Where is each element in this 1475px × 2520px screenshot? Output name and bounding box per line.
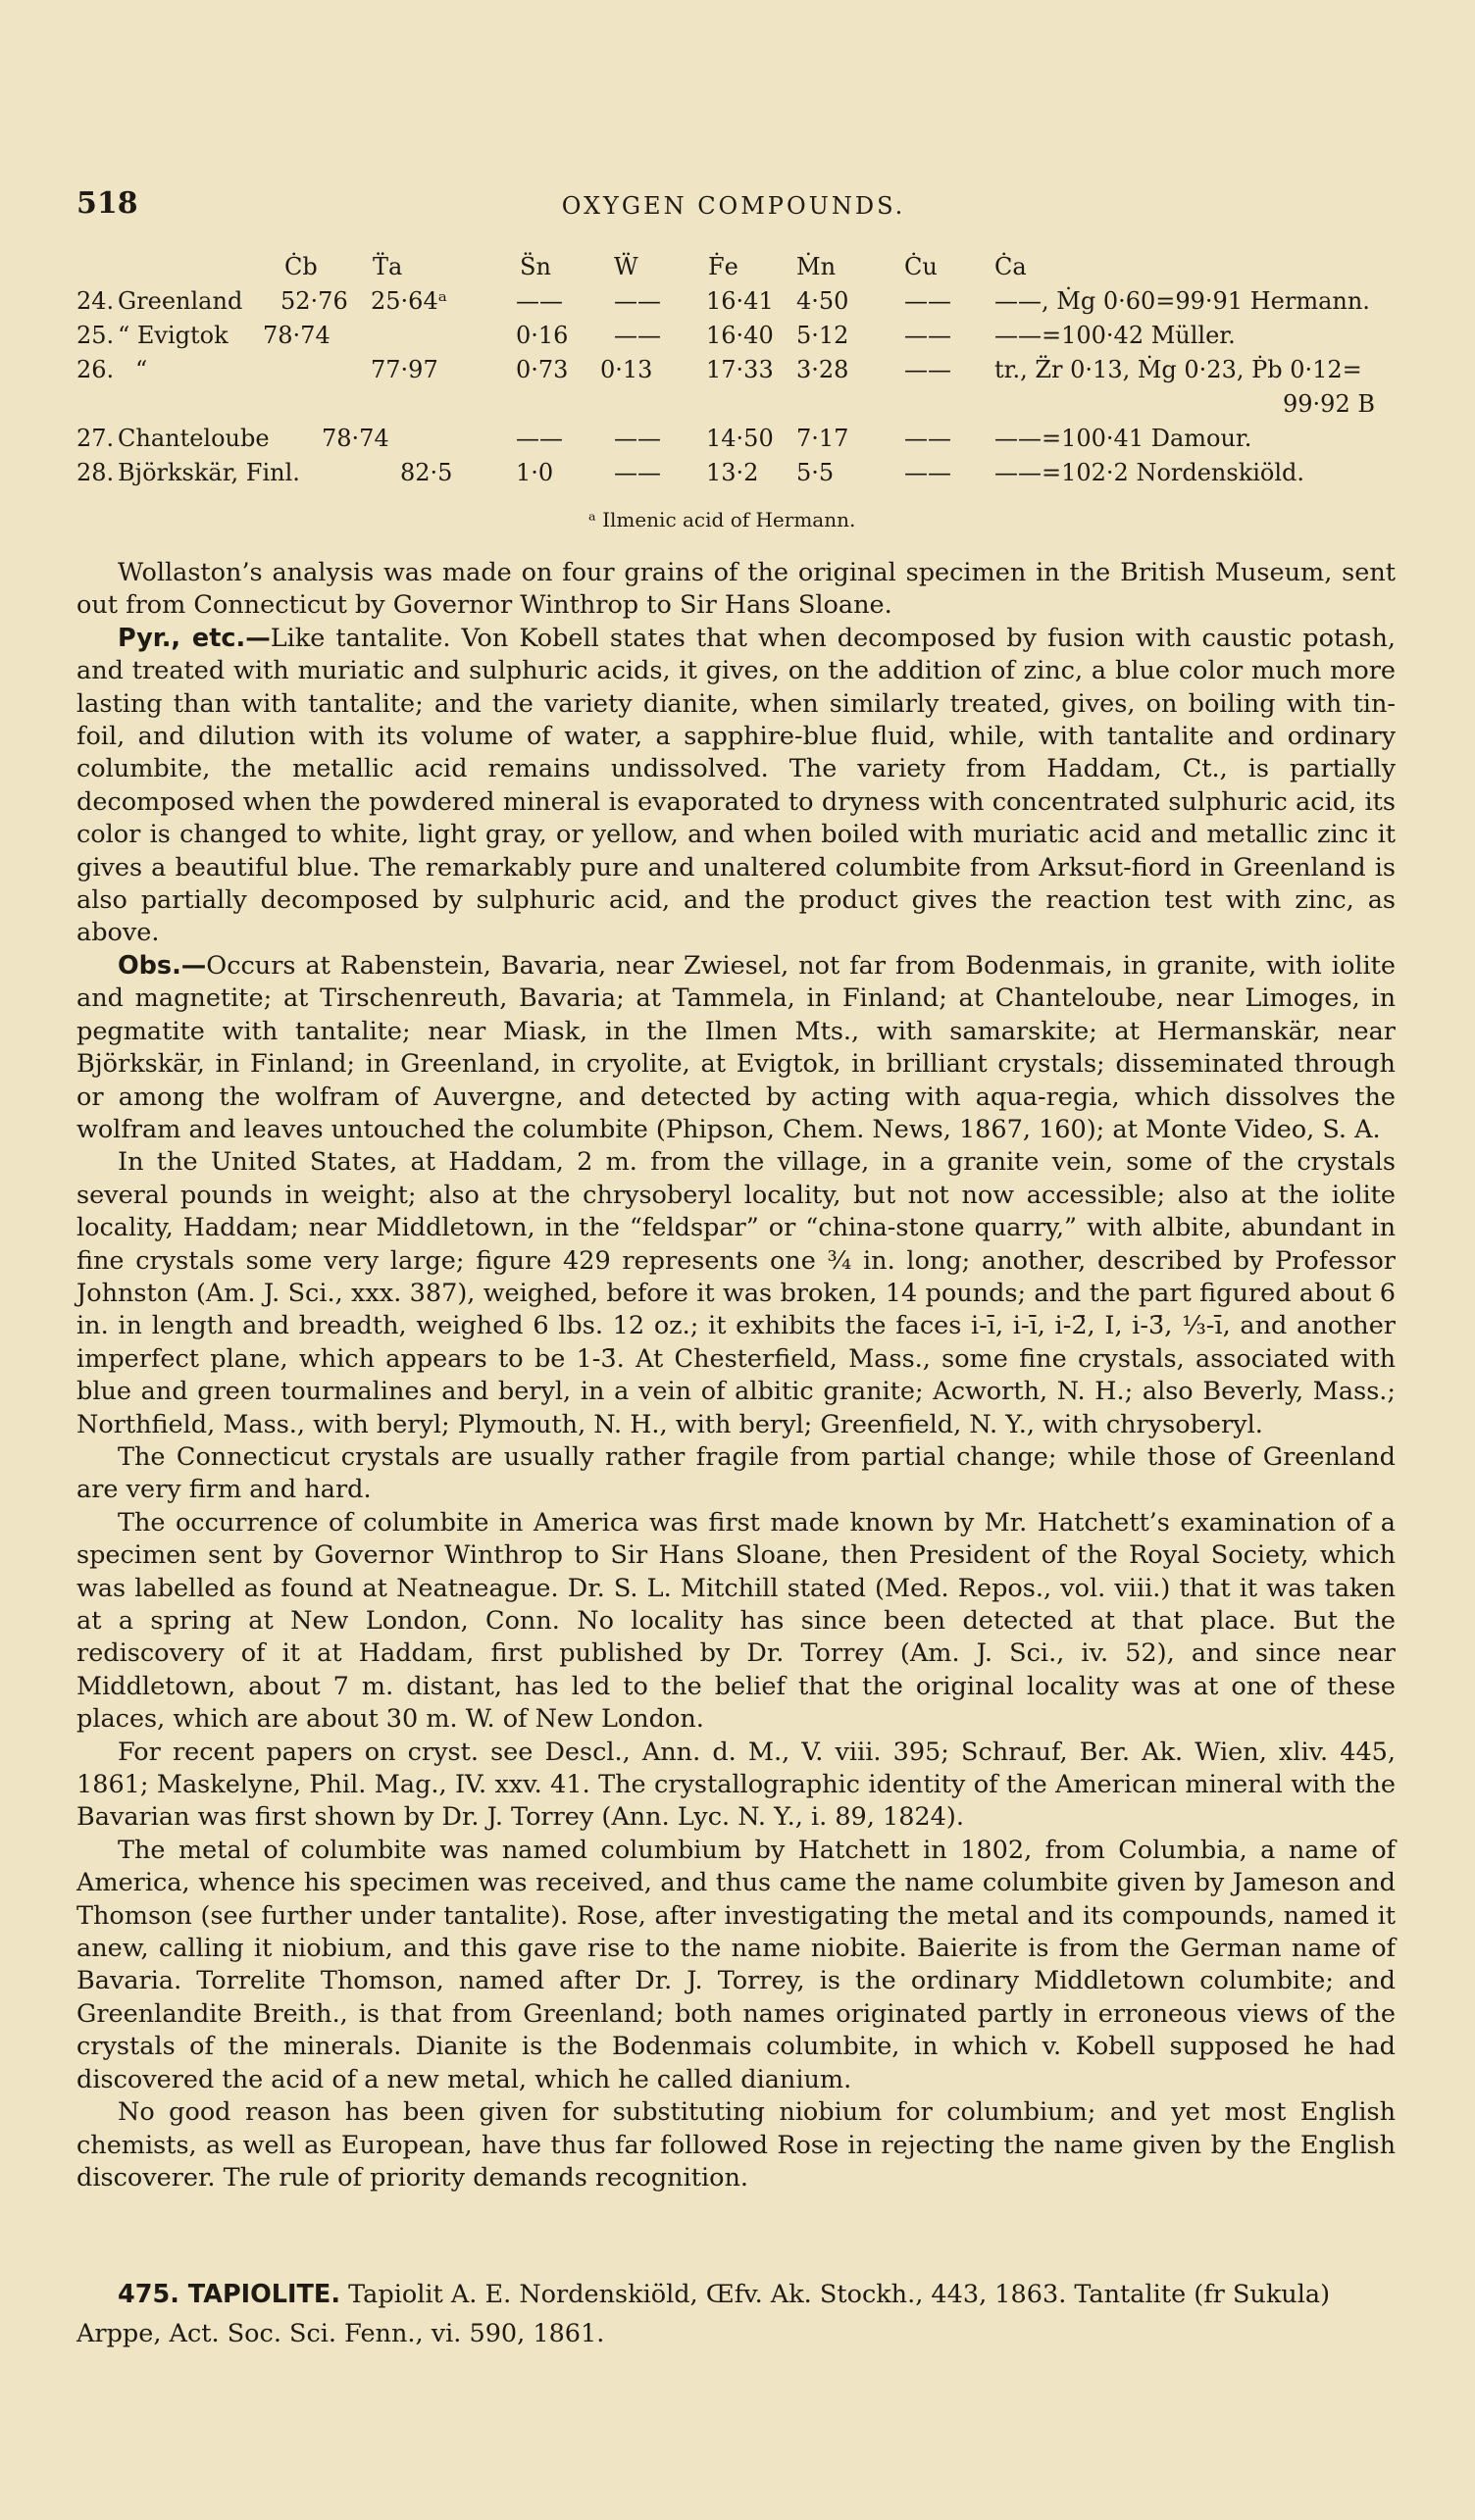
paragraph: [76, 1507, 1396, 1737]
table-row-continuation: [76, 390, 1400, 425]
column-header: T̈a: [373, 253, 403, 280]
ta-cell: 25·64ᵃ: [371, 287, 447, 315]
paragraph: [76, 1441, 1396, 1507]
paragraph-text: In the United States, at Haddam, 2 m. from the village, in a granite vein, some of the crystals several pounds in weight; also at the chrysoberyl locality, but not now accessible; also at the iolite locality, Haddam; near Middletown, in the “feldspar” or “china-stone quarry,” with albite, abundant in fine crystals some very large; figure 429 represents one ¾ in. long; another, described by Professor Johnston (Am. J. Sci., xxx. 387), weighed, before it was broken, 14 pounds; and the part figured about 6 in. in length and breadth, weighed 6 lbs. 12 oz.; it exhibits the faces i-ī, i-ī, i-2̄, I, i-3̄, ⅓-ī, and another imperfect plane, which appears to be 1-3̄. At Chesterfield, Mass., some fine crystals, associated with blue and green tourmalines and beryl, in a vein of albitic granite; Acworth, N. H.; also Beverly, Mass.; Northfield, Mass., with beryl; Plymouth, N. H., with beryl; Greenfield, N. Y., with chrysoberyl.: [76, 1147, 1396, 1439]
remainder-cell: ——=102·2 Nordenskiöld.: [994, 459, 1305, 486]
species-name: 475. TAPIOLITE.: [118, 2280, 341, 2309]
row-number: 25.: [76, 322, 115, 349]
table-row: [76, 356, 1400, 390]
sn-cell: ——: [516, 425, 563, 452]
paragraph: [76, 623, 1396, 950]
sn-cell: ——: [516, 287, 563, 315]
cb-cell: 82·5: [400, 459, 453, 486]
remainder-cell: tr., Z̈r 0·13, Ṁg 0·23, Ṗb 0·12=: [994, 356, 1362, 383]
w-cell: 0·13: [600, 356, 653, 383]
column-header: Ċa: [994, 253, 1027, 280]
mn-cell: 5·12: [796, 322, 849, 349]
remainder-cell: 99·92 B: [1283, 390, 1375, 418]
paragraph-text: Wollaston’s analysis was made on four grains of the original specimen in the British Museum, sent out from Connecticut by Governor Winthrop to Sir Hans Sloane.: [76, 558, 1396, 621]
page-number: 518: [76, 186, 138, 221]
species-paragraph: [76, 2275, 1396, 2353]
page-header: [76, 186, 1391, 235]
fe-cell: 16·41: [706, 287, 774, 315]
sn-cell: 1·0: [516, 459, 554, 486]
fe-cell: 16·40: [706, 322, 774, 349]
remainder-cell: ——, Ṁg 0·60=99·91 Hermann.: [994, 287, 1370, 315]
locality-cell: “ Evigtok: [118, 322, 229, 349]
paragraph: [76, 557, 1396, 623]
fe-cell: 17·33: [706, 356, 774, 383]
body-text: [76, 557, 1396, 2194]
cu-cell: ——: [904, 287, 951, 315]
w-cell: ——: [614, 459, 661, 486]
row-number: 26.: [76, 356, 115, 383]
cb-cell: 78·74: [263, 322, 331, 349]
locality-cell: Greenland: [118, 287, 243, 315]
fe-cell: 14·50: [706, 425, 774, 452]
column-header: Ċb: [284, 253, 318, 280]
column-header: Ċu: [904, 253, 938, 280]
column-header: Ḟe: [708, 253, 738, 280]
cu-cell: ——: [904, 425, 951, 452]
running-title: OXYGEN COMPOUNDS.: [561, 192, 906, 220]
paragraph-text: No good reason has been given for substituting niobium for columbium; and yet most English chemists, as well as European, have thus far followed Rose in rejecting the name given by the English discoverer. The rule of priority demands recognition.: [76, 2097, 1396, 2192]
mn-cell: 7·17: [796, 425, 849, 452]
paragraph: [76, 950, 1396, 1146]
paragraph: [76, 1835, 1396, 2096]
locality-cell: Björkskär, Finl.: [118, 459, 300, 486]
locality-cell: “: [135, 356, 148, 383]
row-number: 28.: [76, 459, 115, 486]
column-header: Ẅ: [614, 253, 638, 280]
w-cell: ——: [614, 287, 661, 315]
paragraph: [76, 1737, 1396, 1835]
remainder-cell: ——=100·42 Müller.: [994, 322, 1236, 349]
column-header: Ṁn: [796, 253, 837, 280]
fe-cell: 13·2: [706, 459, 759, 486]
table-footnote: ᵃ Ilmenic acid of Hermann.: [588, 508, 856, 531]
paragraph-lead: Obs.—: [118, 950, 207, 981]
mn-cell: 3·28: [796, 356, 849, 383]
paragraph-text: The metal of columbite was named columbium by Hatchett in 1802, from Columbia, a name of America, whence his specimen was received, and thus came the name columbite given by Jameson and Thomson (see further under tantalite). Rose, after investigating the metal and its compounds, named it anew, calling it niobium, and this gave rise to the name niobite. Baierite is from the German name of Bavaria. Torrelite Thomson, named after Dr. J. Torrey, is the ordinary Middletown columbite; and Greenlandite Breith., is that from Greenland; both names originated partly in erroneous views of the crystals of the minerals. Dianite is the Bodenmais columbite, in which v. Kobell supposed he had discovered the acid of a new metal, which he called dianium.: [76, 1835, 1396, 2094]
paragraph-lead: Pyr., etc.—: [118, 623, 271, 653]
mn-cell: 4·50: [796, 287, 849, 315]
paragraph-text: The Connecticut crystals are usually rather fragile from partial change; while those of Greenland are very firm and hard.: [76, 1441, 1396, 1505]
table-row: [76, 425, 1400, 459]
paragraph-text: Occurs at Rabenstein, Bavaria, near Zwiesel, not far from Bodenmais, in granite, with iolite and magnetite; at Tirschenreuth, Bavaria; at Tammela, in Finland; at Chanteloube, near Limoges, in pegmatite with tantalite; near Miask, in the Ilmen Mts., with samarskite; at Hermanskär, near Björkskär, in Finland; in Greenland, in cryolite, at Evigtok, in brilliant crystals; disseminated through or among the wolfram of Auvergne, and detected by acting with aqua-regia, which dissolves the wolfram and leaves untouched the columbite (Phipson, Chem. News, 1867, 160); at Monte Video, S. A.: [76, 950, 1396, 1144]
cb-cell: 77·97: [371, 356, 438, 383]
cb-cell: 78·74: [322, 425, 389, 452]
paragraph-text: For recent papers on cryst. see Descl., Ann. d. M., V. viii. 395; Schrauf, Ber. Ak. Wien, xliv. 445, 1861; Maskelyne, Phil. Mag., IV. xxv. 41. The crystallographic identity of the American mineral with the Bavarian was first shown by Dr. J. Torrey (Ann. Lyc. N. Y., i. 89, 1824).: [76, 1737, 1396, 1833]
paragraph: [76, 2096, 1396, 2194]
w-cell: ——: [614, 322, 661, 349]
species-synonymy: Tapiolit A. E. Nordenskiöld, Œfv. Ak. Stockh., 443, 1863. Tantalite (fr Sukula) Arppe, Act. Soc. Sci. Fenn., vi. 590, 1861.: [76, 2280, 1331, 2348]
table-row: [76, 287, 1400, 322]
table-row: [76, 322, 1400, 356]
cb-cell: 52·76: [280, 287, 348, 315]
table-header-row: [76, 253, 1400, 287]
sn-cell: 0·16: [516, 322, 569, 349]
row-number: 24.: [76, 287, 115, 315]
analysis-table: [76, 253, 1400, 493]
cu-cell: ——: [904, 322, 951, 349]
column-header: S̈n: [520, 253, 551, 280]
mn-cell: 5·5: [796, 459, 835, 486]
table-row: [76, 459, 1400, 493]
cu-cell: ——: [904, 356, 951, 383]
row-number: 27.: [76, 425, 115, 452]
w-cell: ——: [614, 425, 661, 452]
remainder-cell: ——=100·41 Damour.: [994, 425, 1252, 452]
species-entry: [76, 2275, 1396, 2353]
sn-cell: 0·73: [516, 356, 569, 383]
locality-cell: Chanteloube: [118, 425, 270, 452]
paragraph: [76, 1146, 1396, 1441]
paragraph-text: Like tantalite. Von Kobell states that when decomposed by fusion with caustic potash, and treated with muriatic and sulphuric acids, it gives, on the addition of zinc, a blue color much more lasting than with tantalite; and the variety dianite, when similarly treated, gives, on boiling with tin-foil, and dilution with its volume of water, a sapphire-blue fluid, while, with tantalite and ordinary columbite, the metallic acid remains undissolved. The variety from Haddam, Ct., is partially decomposed when the powdered mineral is evaporated to dryness with concentrated sulphuric acid, its color is changed to white, light gray, or yellow, and when boiled with muriatic acid and metallic zinc it gives a beautiful blue. The remarkably pure and unaltered columbite from Arksut-fiord in Greenland is also partially decomposed by sulphuric acid, and the product gives the reaction test with zinc, as above.: [76, 623, 1397, 948]
paragraph-text: The occurrence of columbite in America was first made known by Mr. Hatchett’s examination of a specimen sent by Governor Winthrop to Sir Hans Sloane, then President of the Royal Society, which was labelled as found at Neatneague. Dr. S. L. Mitchill stated (Med. Repos., vol. viii.) that it was taken at a spring at New London, Conn. No locality has since been detected at that place. But the rediscovery of it at Haddam, first published by Dr. Torrey (Am. J. Sci., iv. 52), and since near Middletown, about 7 m. distant, has led to the belief that the original locality was at one of these places, which are about 30 m. W. of New London.: [76, 1507, 1396, 1735]
cu-cell: ——: [904, 459, 951, 486]
